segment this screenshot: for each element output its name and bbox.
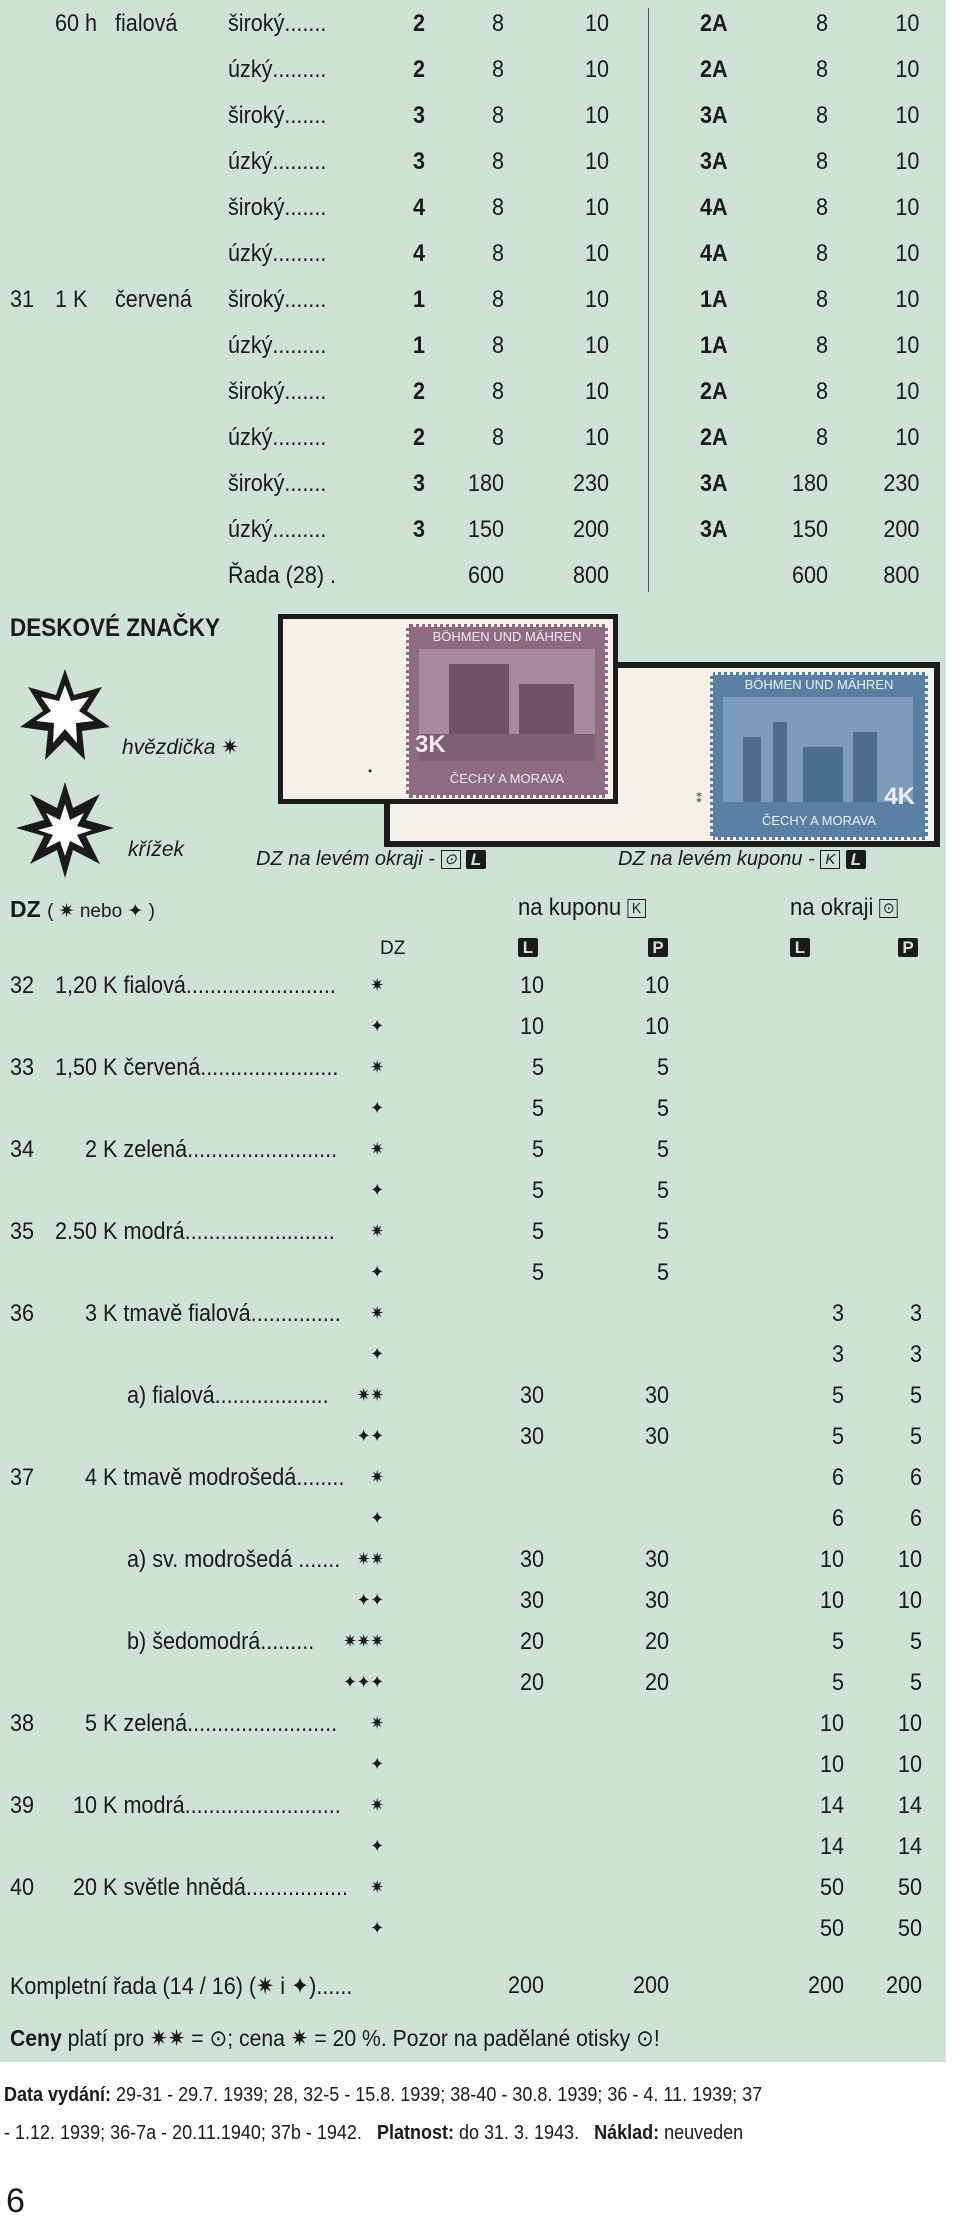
dz-cell-sym: ✷ xyxy=(370,975,384,995)
upper-cell-a: 2 xyxy=(412,424,425,451)
dz-cell-b: 30 xyxy=(644,1546,669,1573)
upper-cell-b: 8 xyxy=(491,148,504,175)
dz-cell-d: 50 xyxy=(897,1915,922,1942)
star-symbol-icon: ✷ xyxy=(221,736,239,759)
dz-cell-no: 32 xyxy=(10,972,35,999)
upper-cell-type: úzký......... xyxy=(228,332,327,359)
upper-cell-type: úzký......... xyxy=(228,148,327,175)
dz-cell-name: 5 K zelená......................... xyxy=(55,1710,338,1737)
stamp1-top-text: BÖHMEN UND MÄHREN xyxy=(432,629,582,644)
dz-cell-sym: ✦ xyxy=(370,1508,384,1528)
upper-cell-c: 10 xyxy=(584,148,609,175)
count-label: Náklad: xyxy=(594,2122,660,2144)
dz-cell-a: 30 xyxy=(519,1423,544,1450)
caption-left xyxy=(256,848,486,871)
issue-dates-1: 29-31 - 29.7. 1939; 28, 32-5 - 15.8. 1939; 38-40 - 30.8. 1939; 36 - 4. 11. 1939; 37 xyxy=(116,2084,763,2106)
upper-cell-e: 8 xyxy=(815,102,828,129)
kupon-box-k: K xyxy=(820,850,840,869)
dz-cell-d: 6 xyxy=(909,1505,922,1532)
column-divider xyxy=(648,8,649,592)
stamp-image-3k xyxy=(278,614,618,804)
upper-cell-value: 1 K xyxy=(55,286,88,313)
upper-cell-c: 10 xyxy=(584,56,609,83)
dz-cell-d: 10 xyxy=(897,1751,922,1778)
dz-cell-a: 5 xyxy=(531,1054,544,1081)
stamp2-top-text: BÖHMEN UND MÄHREN xyxy=(744,677,894,692)
dz-header-legend: ( ✷ nebo ✦ ) xyxy=(47,901,155,922)
upper-cell-b: 8 xyxy=(491,102,504,129)
upper-cell-f: 10 xyxy=(895,10,920,37)
dz-cell-a: 30 xyxy=(519,1382,544,1409)
upper-cell-d: 4A xyxy=(700,240,728,267)
col-okraj-header xyxy=(790,894,898,922)
sub-dz-label: DZ xyxy=(380,938,406,959)
upper-cell-type: široký....... xyxy=(228,378,327,405)
dz-cell-a: 30 xyxy=(519,1587,544,1614)
upper-cell-c: 10 xyxy=(584,332,609,359)
dz-cell-name: 3 K tmavě fialová............... xyxy=(55,1300,341,1327)
dz-cell-no: 33 xyxy=(10,1054,35,1081)
validity-label: Platnost: xyxy=(376,2122,454,2144)
stamp1-bottom-text: ČECHY A MORAVA xyxy=(449,771,565,786)
okraj-box-icon: ⊙ xyxy=(441,850,461,869)
dz-cell-c: 5 xyxy=(831,1628,844,1655)
upper-cell-b: 8 xyxy=(491,332,504,359)
dz-cell-sym: ✦ xyxy=(370,1098,384,1118)
section-title: DESKOVÉ ZNAČKY xyxy=(10,614,221,642)
dz-cell-b: 5 xyxy=(656,1054,669,1081)
upper-cell-b: 8 xyxy=(491,240,504,267)
upper-cell-type: široký....... xyxy=(228,470,327,497)
dz-cell-sym: ✦ xyxy=(370,1262,384,1282)
upper-cell-d: 2A xyxy=(700,378,728,405)
dz-cell-sym: ✷✷ xyxy=(356,1549,384,1569)
dz-cell-sym: ✷ xyxy=(370,1139,384,1159)
dz-cell-c: 6 xyxy=(831,1464,844,1491)
upper-cell-b: 180 xyxy=(467,470,504,497)
plate-mark-dot: • xyxy=(368,764,373,778)
upper-cell-c: 10 xyxy=(584,240,609,267)
upper-cell-d: 3A xyxy=(700,516,728,543)
dz-cell-c: 10 xyxy=(819,1751,844,1778)
col-kupon-header xyxy=(518,894,646,922)
complete-b: 200 xyxy=(632,1972,669,1999)
dz-cell-c: 10 xyxy=(819,1587,844,1614)
upper-cell-d: 3A xyxy=(700,148,728,175)
dz-cell-b: 5 xyxy=(656,1136,669,1163)
star-label: hvězdička xyxy=(122,736,216,759)
dz-cell-c: 3 xyxy=(831,1341,844,1368)
complete-label: Kompletní řada (14 / 16) (✷ i ✦)...... xyxy=(10,1973,353,2000)
upper-cell-type: úzký......... xyxy=(228,56,327,83)
upper-cell-b: 150 xyxy=(467,516,504,543)
count-value: neuveden xyxy=(664,2122,744,2144)
upper-cell-e: 150 xyxy=(791,516,828,543)
sub-badge-p1: P xyxy=(648,938,668,957)
upper-cell-e: 180 xyxy=(791,470,828,497)
upper-cell-b: 600 xyxy=(467,562,504,589)
upper-cell-f: 10 xyxy=(895,378,920,405)
upper-cell-e: 600 xyxy=(791,562,828,589)
upper-cell-f: 800 xyxy=(883,562,920,589)
dz-cell-b: 20 xyxy=(644,1669,669,1696)
dz-cell-a: 30 xyxy=(519,1546,544,1573)
plate-mark-dots: ⁑ xyxy=(696,792,702,806)
prices-text: platí pro ✷✷ = ⊙; cena ✷ = 20 %. Pozor na padělané otisky ⊙! xyxy=(61,2025,660,2051)
dz-cell-c: 5 xyxy=(831,1669,844,1696)
upper-cell-type: úzký......... xyxy=(228,516,327,543)
dz-cell-name: a) sv. modrošedá ....... xyxy=(55,1546,341,1573)
upper-cell-a: 2 xyxy=(412,378,425,405)
caption-left-text: DZ na levém okraji - xyxy=(256,848,435,870)
dz-cell-a: 5 xyxy=(531,1259,544,1286)
dz-cell-d: 3 xyxy=(909,1341,922,1368)
dz-cell-no: 40 xyxy=(10,1874,35,1901)
dz-cell-sym: ✦✦ xyxy=(356,1590,384,1610)
stamp1-value: 3K xyxy=(415,731,446,758)
dz-cell-c: 50 xyxy=(819,1874,844,1901)
complete-c: 200 xyxy=(807,1972,844,1999)
dz-cell-a: 5 xyxy=(531,1136,544,1163)
dz-cell-c: 10 xyxy=(819,1710,844,1737)
upper-cell-no: 31 xyxy=(10,286,35,313)
upper-cell-a: 1 xyxy=(412,332,425,359)
upper-cell-a: 3 xyxy=(412,516,425,543)
upper-cell-type: Řada (28) . xyxy=(228,562,337,589)
dz-cell-a: 20 xyxy=(519,1669,544,1696)
complete-d: 200 xyxy=(885,1972,922,1999)
sub-badge-l2: L xyxy=(790,938,810,957)
dz-cell-sym: ✷ xyxy=(370,1713,384,1733)
dz-cell-b: 5 xyxy=(656,1095,669,1122)
upper-cell-c: 10 xyxy=(584,10,609,37)
stamp2-bottom-text: ČECHY A MORAVA xyxy=(761,813,877,828)
cross-icon xyxy=(10,780,120,885)
dz-cell-sym: ✦ xyxy=(370,1180,384,1200)
dz-cell-a: 5 xyxy=(531,1177,544,1204)
prices-bold: Ceny xyxy=(10,2025,62,2051)
upper-cell-f: 10 xyxy=(895,102,920,129)
page-number: 6 xyxy=(6,2182,25,2220)
upper-cell-b: 8 xyxy=(491,286,504,313)
dz-cell-name: a) fialová................... xyxy=(55,1382,329,1409)
dz-cell-sym: ✦✦✦ xyxy=(343,1672,384,1692)
dz-cell-d: 6 xyxy=(909,1464,922,1491)
dz-cell-d: 10 xyxy=(897,1710,922,1737)
caption-right-text: DZ na levém kuponu - xyxy=(618,848,815,870)
dz-cell-b: 30 xyxy=(644,1587,669,1614)
dz-header-title: DZ xyxy=(10,896,41,922)
dz-cell-c: 14 xyxy=(819,1792,844,1819)
badge-l: L xyxy=(466,850,486,869)
dz-cell-b: 20 xyxy=(644,1628,669,1655)
dz-cell-d: 5 xyxy=(909,1669,922,1696)
col-okraj-o-box: ⊙ xyxy=(880,899,898,918)
issue-line-1 xyxy=(4,2084,762,2107)
dz-cell-b: 10 xyxy=(644,1013,669,1040)
dz-cell-c: 5 xyxy=(831,1382,844,1409)
upper-cell-c: 10 xyxy=(584,378,609,405)
dz-cell-b: 10 xyxy=(644,972,669,999)
dz-cell-d: 3 xyxy=(909,1300,922,1327)
upper-cell-f: 10 xyxy=(895,240,920,267)
prices-note xyxy=(10,2025,660,2052)
upper-cell-a: 4 xyxy=(412,194,425,221)
upper-cell-f: 10 xyxy=(895,286,920,313)
upper-cell-f: 230 xyxy=(883,470,920,497)
upper-cell-d: 2A xyxy=(700,10,728,37)
issue-dates-2: - 1.12. 1939; 36-7a - 20.11.1940; 37b - 1942. xyxy=(4,2122,362,2144)
issue-line-2 xyxy=(4,2122,743,2145)
sub-badge-l1: L xyxy=(518,938,538,957)
upper-cell-a: 4 xyxy=(412,240,425,267)
upper-cell-type: úzký......... xyxy=(228,424,327,451)
dz-cell-name: 2 K zelená......................... xyxy=(55,1136,338,1163)
dz-cell-sym: ✦ xyxy=(370,1754,384,1774)
upper-cell-color: fialová xyxy=(115,10,178,37)
dz-cell-sym: ✦ xyxy=(370,1016,384,1036)
dz-cell-sym: ✷ xyxy=(370,1795,384,1815)
dz-cell-name: 4 K tmavě modrošedá........ xyxy=(55,1464,345,1491)
cross-label: křížek xyxy=(128,838,185,861)
upper-cell-a: 1 xyxy=(412,286,425,313)
upper-cell-type: úzký......... xyxy=(228,240,327,267)
dz-cell-name: 2.50 K modrá......................... xyxy=(55,1218,335,1245)
dz-cell-a: 10 xyxy=(519,1013,544,1040)
dz-cell-b: 5 xyxy=(656,1218,669,1245)
dz-cell-sym: ✦✦ xyxy=(356,1426,384,1446)
upper-cell-d: 1A xyxy=(700,332,728,359)
col-okraj-label: na okraji xyxy=(790,894,874,921)
upper-cell-b: 8 xyxy=(491,56,504,83)
dz-cell-sym: ✦ xyxy=(370,1344,384,1364)
dz-cell-sym: ✦ xyxy=(370,1836,384,1856)
upper-cell-c: 200 xyxy=(572,516,609,543)
upper-cell-c: 10 xyxy=(584,194,609,221)
dz-cell-name: 10 K modrá.......................... xyxy=(55,1792,341,1819)
dz-cell-b: 5 xyxy=(656,1177,669,1204)
upper-cell-c: 10 xyxy=(584,102,609,129)
dz-cell-name: 1,20 K fialová......................... xyxy=(55,972,336,999)
dz-cell-sym: ✷ xyxy=(370,1221,384,1241)
upper-cell-type: široký....... xyxy=(228,102,327,129)
upper-cell-b: 8 xyxy=(491,10,504,37)
upper-cell-e: 8 xyxy=(815,286,828,313)
dz-cell-no: 39 xyxy=(10,1792,35,1819)
upper-cell-d: 1A xyxy=(700,286,728,313)
upper-cell-d: 4A xyxy=(700,194,728,221)
upper-cell-a: 3 xyxy=(412,470,425,497)
upper-cell-a: 2 xyxy=(412,56,425,83)
dz-cell-c: 3 xyxy=(831,1300,844,1327)
dz-cell-c: 14 xyxy=(819,1833,844,1860)
upper-cell-d: 2A xyxy=(700,424,728,451)
upper-cell-f: 10 xyxy=(895,332,920,359)
upper-cell-f: 10 xyxy=(895,194,920,221)
upper-cell-d: 3A xyxy=(700,102,728,129)
upper-cell-b: 8 xyxy=(491,378,504,405)
badge-l-right: L xyxy=(846,850,866,869)
upper-cell-c: 800 xyxy=(572,562,609,589)
dz-cell-name: 1,50 K červená....................... xyxy=(55,1054,339,1081)
dz-cell-no: 37 xyxy=(10,1464,35,1491)
dz-cell-sym: ✷ xyxy=(370,1303,384,1323)
complete-a: 200 xyxy=(507,1972,544,1999)
dz-cell-name: 20 K světle hnědá................. xyxy=(55,1874,348,1901)
upper-cell-f: 200 xyxy=(883,516,920,543)
upper-cell-type: široký....... xyxy=(228,10,327,37)
dz-cell-name: b) šedomodrá......... xyxy=(55,1628,315,1655)
dz-cell-sym: ✷ xyxy=(370,1057,384,1077)
upper-cell-e: 8 xyxy=(815,56,828,83)
upper-cell-value: 60 h xyxy=(55,10,98,37)
dz-cell-d: 14 xyxy=(897,1792,922,1819)
dz-cell-sym: ✷ xyxy=(370,1467,384,1487)
dz-cell-no: 34 xyxy=(10,1136,35,1163)
upper-cell-f: 10 xyxy=(895,424,920,451)
issue-label: Data vydání: xyxy=(4,2084,112,2106)
upper-cell-e: 8 xyxy=(815,240,828,267)
dz-cell-c: 50 xyxy=(819,1915,844,1942)
dz-cell-d: 5 xyxy=(909,1628,922,1655)
upper-cell-b: 8 xyxy=(491,424,504,451)
stamp2-value: 4K xyxy=(884,783,915,810)
dz-cell-c: 5 xyxy=(831,1423,844,1450)
upper-cell-c: 230 xyxy=(572,470,609,497)
upper-cell-a: 3 xyxy=(412,102,425,129)
upper-cell-e: 8 xyxy=(815,148,828,175)
dz-cell-a: 5 xyxy=(531,1218,544,1245)
dz-cell-a: 10 xyxy=(519,972,544,999)
upper-cell-color: červená xyxy=(115,286,192,313)
dz-cell-d: 14 xyxy=(897,1833,922,1860)
upper-cell-d: 3A xyxy=(700,470,728,497)
dz-cell-sym: ✷✷✷ xyxy=(343,1631,384,1651)
sub-badge-p2: P xyxy=(898,938,918,957)
dz-cell-b: 30 xyxy=(644,1382,669,1409)
dz-cell-sym: ✦ xyxy=(370,1918,384,1938)
upper-cell-e: 8 xyxy=(815,424,828,451)
upper-cell-type: široký....... xyxy=(228,286,327,313)
validity-value: do 31. 3. 1943. xyxy=(458,2122,580,2144)
upper-cell-e: 8 xyxy=(815,378,828,405)
upper-cell-e: 8 xyxy=(815,194,828,221)
dz-cell-sym: ✷ xyxy=(370,1877,384,1897)
upper-cell-a: 2 xyxy=(412,10,425,37)
upper-cell-c: 10 xyxy=(584,424,609,451)
upper-cell-a: 3 xyxy=(412,148,425,175)
dz-cell-d: 50 xyxy=(897,1874,922,1901)
col-kupon-k-box: K xyxy=(627,899,645,918)
upper-cell-type: široký....... xyxy=(228,194,327,221)
upper-cell-f: 10 xyxy=(895,56,920,83)
dz-cell-no: 36 xyxy=(10,1300,35,1327)
dz-cell-no: 38 xyxy=(10,1710,35,1737)
upper-cell-c: 10 xyxy=(584,286,609,313)
dz-cell-d: 10 xyxy=(897,1546,922,1573)
star-icon xyxy=(10,665,120,770)
dz-cell-b: 30 xyxy=(644,1423,669,1450)
dz-cell-no: 35 xyxy=(10,1218,35,1245)
dz-cell-a: 5 xyxy=(531,1095,544,1122)
upper-cell-e: 8 xyxy=(815,10,828,37)
dz-cell-b: 5 xyxy=(656,1259,669,1286)
dz-cell-d: 5 xyxy=(909,1382,922,1409)
caption-right xyxy=(618,848,866,871)
dz-cell-d: 10 xyxy=(897,1587,922,1614)
upper-cell-f: 10 xyxy=(895,148,920,175)
upper-cell-e: 8 xyxy=(815,332,828,359)
upper-cell-d: 2A xyxy=(700,56,728,83)
dz-header xyxy=(10,896,155,923)
upper-cell-b: 8 xyxy=(491,194,504,221)
dz-cell-c: 6 xyxy=(831,1505,844,1532)
dz-cell-d: 5 xyxy=(909,1423,922,1450)
dz-cell-a: 20 xyxy=(519,1628,544,1655)
dz-cell-sym: ✷✷ xyxy=(356,1385,384,1405)
dz-cell-c: 10 xyxy=(819,1546,844,1573)
col-kupon-label: na kuponu xyxy=(518,894,622,921)
